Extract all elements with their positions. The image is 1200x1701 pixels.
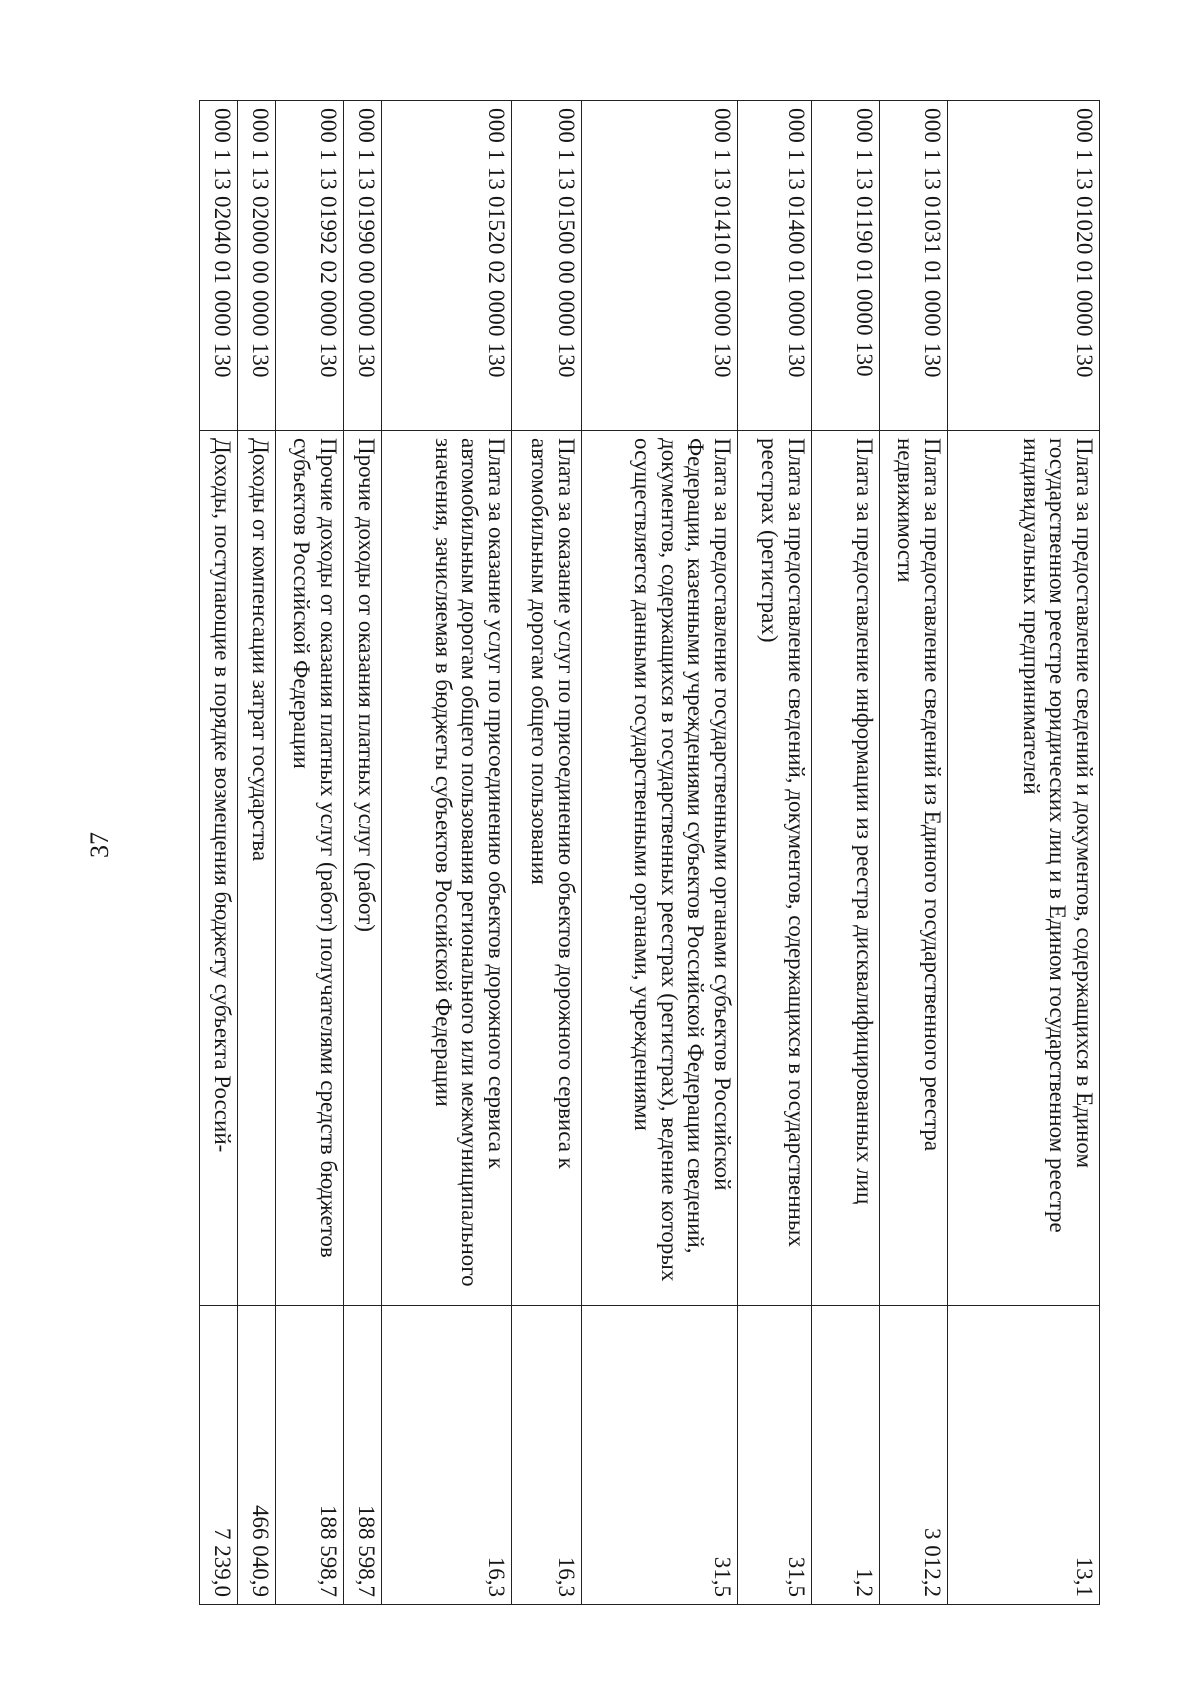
table-row <box>738 101 812 1605</box>
revenue-name-cell: Прочие доходы от оказания платных услуг (работ) получателями средств бюджетов субъектов Российской Федерации <box>276 431 344 1306</box>
revenue-name-cell: Плата за предоставление сведений и документов, содержащихся в Едином государственном реестре юридических лиц и в Едином государственном реестре индивидуальных предпринимателей <box>948 431 1100 1306</box>
table-row <box>276 101 344 1605</box>
revenue-name-cell: Доходы, поступающие в порядке возмещения бюджету субъекта Россий- <box>200 431 238 1306</box>
revenue-name-cell: Прочие доходы от оказания платных услуг (работ) <box>344 431 382 1306</box>
revenue-name-cell: Плата за предоставление сведений из Единого государственного реестра недвижимости <box>880 431 948 1306</box>
table-row <box>382 101 512 1605</box>
budget-code-cell: 000 1 13 01520 02 0000 130 <box>382 101 512 431</box>
budget-code-cell: 000 1 13 01410 01 0000 130 <box>582 101 738 431</box>
budget-code-cell: 000 1 13 01992 02 0000 130 <box>276 101 344 431</box>
budget-code-cell: 000 1 13 01990 00 0000 130 <box>344 101 382 431</box>
revenue-name-cell: Плата за оказание услуг по присоединению объектов дорожного сервиса к автомобильным дорогам общего пользования регионального или межмуниципального значения, зачисляемая в бюджеты субъектов Российской Федерации <box>382 431 512 1306</box>
amount-cell: 16,3 <box>512 1306 582 1605</box>
budget-code-cell: 000 1 13 01020 01 0000 130 <box>948 101 1100 431</box>
budget-code-cell: 000 1 13 02000 00 0000 130 <box>238 101 276 431</box>
revenue-table <box>199 100 1100 1605</box>
revenue-name-cell: Плата за предоставление сведений, документов, содержащихся в государственных реестрах (регистрах) <box>738 431 812 1306</box>
amount-cell: 3 012,2 <box>880 1306 948 1605</box>
amount-cell: 16,3 <box>382 1306 512 1605</box>
amount-cell: 188 598,7 <box>344 1306 382 1605</box>
budget-code-cell: 000 1 13 01500 00 0000 130 <box>512 101 582 431</box>
table-row <box>238 101 276 1605</box>
revenue-name-cell: Плата за оказание услуг по присоединению объектов дорожного сервиса к автомобильным дорогам общего пользования <box>512 431 582 1306</box>
amount-cell: 31,5 <box>738 1306 812 1605</box>
amount-cell: 7 239,0 <box>200 1306 238 1605</box>
table-row <box>512 101 582 1605</box>
page-number: 37 <box>85 832 114 858</box>
table-row <box>812 101 880 1605</box>
table-row <box>200 101 238 1605</box>
amount-cell: 466 040,9 <box>238 1306 276 1605</box>
budget-code-cell: 000 1 13 01031 01 0000 130 <box>880 101 948 431</box>
amount-cell: 13,1 <box>948 1306 1100 1605</box>
budget-code-cell: 000 1 13 01190 01 0000 130 <box>812 101 880 431</box>
amount-cell: 188 598,7 <box>276 1306 344 1605</box>
revenue-name-cell: Доходы от компенсации затрат государства <box>238 431 276 1306</box>
table-row <box>344 101 382 1605</box>
budget-code-cell: 000 1 13 01400 01 0000 130 <box>738 101 812 431</box>
revenue-name-cell: Плата за предоставление государственными органами субъектов Российской Федерации, казенными учреждениями субъектов Российской Федерации сведений, документов, содержащихся в государственных реестрах (регистрах), ведение которых осуществляется данными государственными органами, учреждениями <box>582 431 738 1306</box>
table-row <box>582 101 738 1605</box>
table-row <box>948 101 1100 1605</box>
amount-cell: 31,5 <box>582 1306 738 1605</box>
revenue-name-cell: Плата за предоставление информации из реестра дисквалифицированных лиц <box>812 431 880 1306</box>
rotated-table-container <box>195 100 1100 1604</box>
budget-code-cell: 000 1 13 02040 01 0000 130 <box>200 101 238 431</box>
amount-cell: 1,2 <box>812 1306 880 1605</box>
table-row <box>880 101 948 1605</box>
